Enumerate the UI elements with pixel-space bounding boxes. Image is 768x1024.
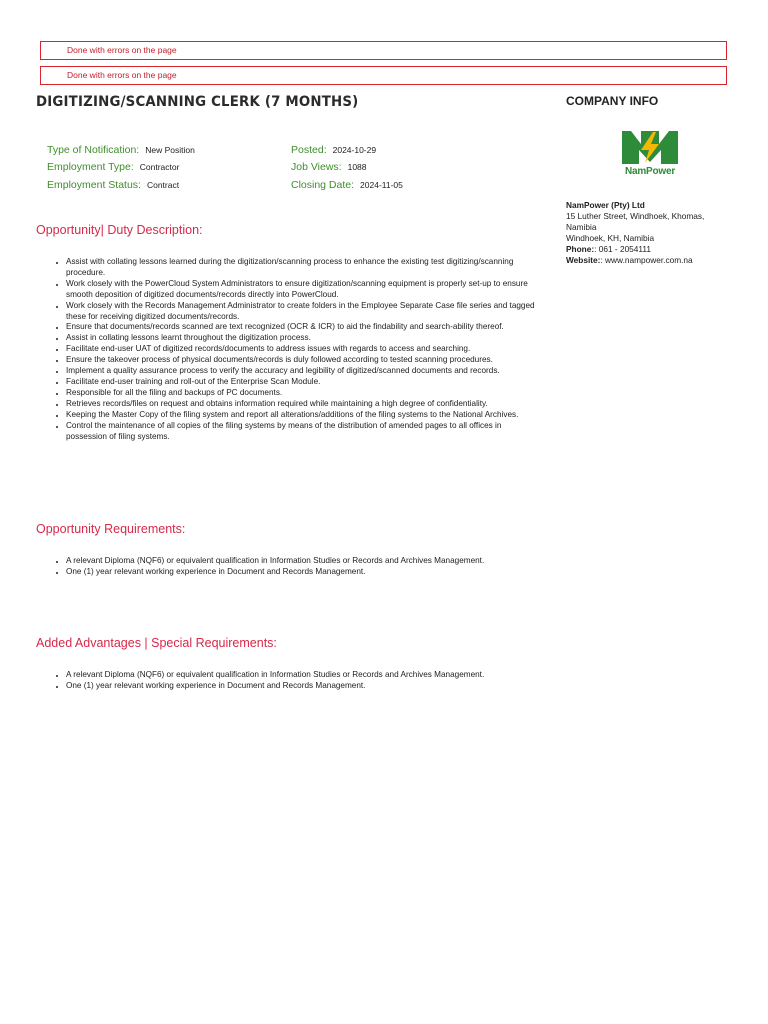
section-heading-duty: Opportunity| Duty Description: — [36, 223, 203, 237]
meta-label: Job Views: — [291, 161, 342, 174]
company-website-row — [566, 255, 726, 266]
error-message: Done with errors on the page — [67, 70, 177, 80]
company-details — [566, 200, 726, 265]
job-meta-right — [291, 141, 403, 194]
list-item: • Responsible for all the filing and backups of PC documents. — [66, 388, 538, 399]
list-item: • Ensure the takeover process of physical documents/records is duly followed according to tested scanning procedures. — [66, 355, 538, 366]
list-item: • Retrieves records/files on request and obtains information required while maintaining a high degree of confidentiality. — [66, 399, 538, 410]
meta-row-closing-date — [291, 176, 403, 194]
company-name: NamPower (Pty) Ltd — [566, 200, 645, 210]
list-item: • Ensure that documents/records scanned are text recognized (OCR & ICR) to aid the findability and search-ability thereof. — [66, 322, 538, 333]
advantages-list — [52, 670, 538, 692]
meta-value: 1088 — [347, 162, 367, 173]
list-item: • Implement a quality assurance process to verify the accuracy and legibility of digitized/scanned documents and records. — [66, 366, 538, 377]
meta-row-employment-type — [47, 159, 195, 177]
job-meta-left — [47, 141, 195, 194]
meta-row-posted — [291, 141, 403, 159]
list-item: • Work closely with the PowerCloud System Administrators to ensure digitization/scanning equipment is properly set-up to ensure smooth deposition of digitized documents/records directly into PowerCloud. — [66, 279, 538, 301]
error-message: Done with errors on the page — [67, 45, 177, 55]
meta-row-employment-status — [47, 176, 195, 194]
error-banner — [40, 41, 727, 60]
meta-label: Employment Type: — [47, 161, 134, 174]
job-title: DIGITIZING/SCANNING CLERK (7 MONTHS) — [36, 94, 359, 110]
list-item: • Facilitate end-user UAT of digitized records/documents to address issues with regards to access and searching. — [66, 344, 538, 355]
meta-row-notification-type — [47, 141, 195, 159]
list-item: • One (1) year relevant working experience in Document and Records Management. — [66, 681, 538, 692]
list-item: • Control the maintenance of all copies of the filing systems by means of the distribution of amended pages to all offices in possession of filing systems. — [66, 421, 538, 443]
section-heading-requirements: Opportunity Requirements: — [36, 522, 186, 536]
meta-row-job-views — [291, 159, 403, 177]
company-logo-text: NamPower — [624, 166, 676, 177]
meta-label: Employment Status: — [47, 178, 141, 191]
website-label: Website: — [566, 254, 601, 265]
section-heading-advantages: Added Advantages | Special Requirements: — [36, 636, 277, 650]
duty-list — [52, 257, 538, 442]
phone-label: Phone: — [566, 243, 595, 254]
meta-label: Type of Notification: — [47, 143, 140, 156]
meta-value: Contract — [146, 179, 180, 190]
company-city: Windhoek, KH, Namibia — [566, 232, 655, 243]
phone-value: : 061 - 2054111 — [594, 243, 652, 254]
list-item: • Keeping the Master Copy of the filing system and report all alterations/additions of the filing systems to the National Archives. — [66, 410, 538, 421]
list-item: • A relevant Diploma (NQF6) or equivalent qualification in Information Studies or Records and Archives Management. — [66, 556, 538, 567]
website-value[interactable]: : www.nampower.com.na — [600, 254, 693, 265]
list-item: • Facilitate end-user training and roll-out of the Enterprise Scan Module. — [66, 377, 538, 388]
meta-label: Closing Date: — [291, 178, 355, 191]
meta-value: Contractor — [139, 162, 180, 173]
meta-value: 2024-10-29 — [332, 144, 377, 155]
list-item: • Work closely with the Records Management Administrator to create folders in the Employee Separate Case file series and tagged these for receiving digitized documents/records. — [66, 301, 538, 323]
error-banner — [40, 66, 727, 85]
list-item: • One (1) year relevant working experience in Document and Records Management. — [66, 567, 538, 578]
list-item: • Assist in collating lessons learnt throughout the digitization process. — [66, 333, 538, 344]
meta-label: Posted: — [291, 143, 327, 156]
company-phone-row — [566, 244, 726, 255]
company-info-heading: COMPANY INFO — [566, 94, 659, 108]
meta-value: New Position — [145, 144, 195, 155]
meta-value: 2024-11-05 — [360, 179, 403, 190]
requirements-list — [52, 556, 538, 578]
list-item: • Assist with collating lessons learned during the digitization/scanning process to enhance the existing test digitizing/scanning procedure. — [66, 257, 538, 279]
list-item: • A relevant Diploma (NQF6) or equivalent qualification in Information Studies or Records and Archives Management. — [66, 670, 538, 681]
company-address: 15 Luther Street, Windhoek, Khomas, Namibia — [566, 210, 705, 232]
